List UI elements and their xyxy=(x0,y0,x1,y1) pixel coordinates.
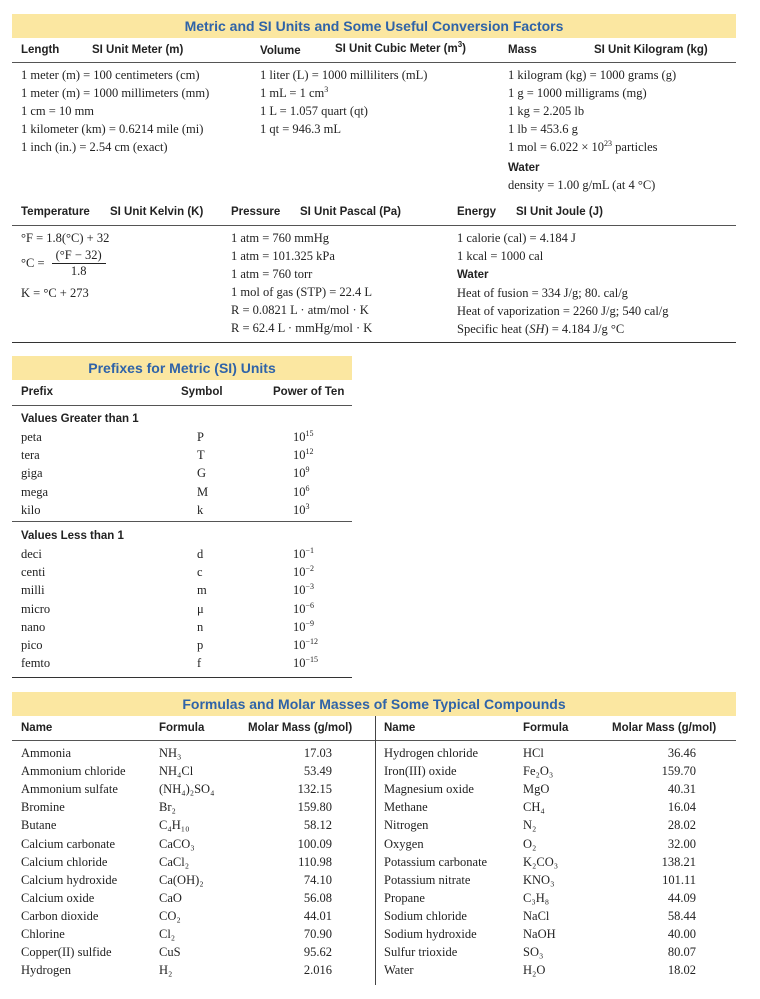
compound-molar-mass: 159.80 xyxy=(297,800,332,815)
energy-water-line-2: Heat of vaporization = 2260 J/g; 540 cal/g xyxy=(457,304,669,318)
compound-molar-mass: 16.04 xyxy=(667,800,696,815)
units-bottom-rule xyxy=(12,342,736,343)
compound-name: Copper(II) sulfide xyxy=(21,945,112,960)
pressure-line-4: 1 mol of gas (STP) = 22.4 L xyxy=(231,285,373,299)
prefix-name: micro xyxy=(21,601,51,616)
sh-italic: SH xyxy=(529,322,545,336)
prefix-name: mega xyxy=(21,484,49,499)
compound-formula: NH₄Cl xyxy=(159,764,194,779)
prefix-symbol: n xyxy=(197,619,204,634)
compound-molar-mass: 2.016 xyxy=(303,963,332,978)
compound-molar-mass: 56.08 xyxy=(303,890,332,905)
power-exponent: −9 xyxy=(305,618,315,628)
compound-molar-mass: 132.15 xyxy=(297,782,332,797)
power-exponent: −1 xyxy=(305,545,315,555)
sh-value: ) = 4.184 J/g °C xyxy=(544,322,625,336)
prefix-name: femto xyxy=(21,656,51,671)
prefix-name: kilo xyxy=(21,502,41,517)
prefix-symbol: M xyxy=(197,484,209,499)
celsius-fraction xyxy=(52,248,106,279)
power-exponent: 9 xyxy=(305,465,310,475)
compound-molar-mass: 95.62 xyxy=(303,945,332,960)
power-base: 10 xyxy=(293,430,306,444)
compound-formula: (NH₄)₂SO₄ xyxy=(159,782,215,797)
prefix-symbol: G xyxy=(197,466,207,481)
energy-si-unit: SI Unit Joule (J) xyxy=(516,206,603,218)
compound-formula: MgO xyxy=(523,782,550,797)
prefixes-greater-label: Values Greater than 1 xyxy=(21,413,139,425)
compounds-title: Formulas and Molar Masses of Some Typical Compounds xyxy=(182,696,566,712)
volume-si-close: ) xyxy=(462,43,466,55)
compound-molar-mass: 110.98 xyxy=(298,854,332,869)
compound-name: Bromine xyxy=(21,800,65,815)
compound-formula: H₂O xyxy=(523,963,546,978)
compound-molar-mass: 101.11 xyxy=(662,872,696,887)
compound-formula: CaCO₃ xyxy=(159,836,195,851)
left-name-header: Name xyxy=(21,722,53,734)
compound-formula: Br₂ xyxy=(159,800,176,815)
compounds-header-rule xyxy=(12,740,736,741)
celsius-numerator: (°F − 32) xyxy=(52,248,106,264)
prefix-name: peta xyxy=(21,430,42,444)
mass-si-unit: SI Unit Kilogram (kg) xyxy=(594,44,708,56)
compound-formula: K₂CO₃ xyxy=(523,854,559,869)
prefix-symbol: d xyxy=(197,547,204,561)
power-col-header: Power of Ten xyxy=(273,386,345,398)
prefix-name: nano xyxy=(21,619,46,634)
power-exponent: −2 xyxy=(305,564,315,574)
prefix-symbol: P xyxy=(197,430,204,444)
compound-name: Water xyxy=(384,963,414,978)
compounds-column-divider xyxy=(375,716,376,985)
compound-name: Magnesium oxide xyxy=(384,782,474,797)
compound-molar-mass: 18.02 xyxy=(667,963,696,978)
volume-line-4: 1 qt = 946.3 mL xyxy=(260,122,342,136)
length-si-unit: SI Unit Meter (m) xyxy=(92,44,184,56)
compound-name: Propane xyxy=(384,890,425,905)
power-base: 10 xyxy=(293,601,306,616)
compound-formula: HCl xyxy=(523,746,544,760)
prefix-power xyxy=(293,618,314,636)
prefix-power xyxy=(293,545,314,563)
compound-name: Chlorine xyxy=(21,927,65,941)
prefix-col-header: Prefix xyxy=(21,386,53,398)
energy-water-header: Water xyxy=(457,269,489,281)
compound-formula: O₂ xyxy=(523,836,537,851)
power-base: 10 xyxy=(293,547,306,561)
temperature-header: Temperature xyxy=(21,206,90,218)
compound-molar-mass: 80.07 xyxy=(667,945,696,960)
pressure-header: Pressure xyxy=(231,206,281,218)
compound-molar-mass: 17.03 xyxy=(303,746,332,760)
length-line-3: 1 cm = 10 mm xyxy=(21,104,95,118)
compound-formula: NH₃ xyxy=(159,746,182,760)
sh-text: Specific heat ( xyxy=(457,322,530,336)
length-line-4: 1 kilometer (km) = 0.6214 mile (mi) xyxy=(21,122,204,136)
power-exponent: 6 xyxy=(305,483,310,493)
compound-molar-mass: 28.02 xyxy=(667,818,696,833)
compound-molar-mass: 100.09 xyxy=(297,836,332,851)
compound-formula: Ca(OH)₂ xyxy=(159,872,204,887)
prefix-name: milli xyxy=(21,583,45,598)
compound-molar-mass: 74.10 xyxy=(303,872,332,887)
length-line-1: 1 meter (m) = 100 centimeters (cm) xyxy=(21,68,200,82)
volume-header: Volume xyxy=(260,45,301,57)
pressure-line-1: 1 atm = 760 mmHg xyxy=(231,231,330,245)
right-formula-header: Formula xyxy=(523,722,569,734)
power-base: 10 xyxy=(293,583,306,598)
compound-name: Ammonium sulfate xyxy=(21,782,118,797)
prefixes-title-banner xyxy=(12,356,352,380)
compound-molar-mass: 58.44 xyxy=(667,908,696,923)
compound-molar-mass: 44.09 xyxy=(667,890,696,905)
volume-si-exp: 3 xyxy=(457,40,463,50)
compound-name: Nitrogen xyxy=(384,818,429,833)
prefix-power xyxy=(293,428,314,446)
compound-formula: CaO xyxy=(159,890,182,905)
pressure-line-5: R = 0.0821 L · atm/mol · K xyxy=(231,303,369,317)
right-name-header: Name xyxy=(384,722,416,734)
prefixes-bottom-rule xyxy=(12,677,352,678)
prefix-power xyxy=(293,654,318,672)
compound-molar-mass: 53.49 xyxy=(303,764,332,779)
compound-formula: Fe₂O₃ xyxy=(523,764,554,779)
prefix-power xyxy=(293,483,310,501)
power-base: 10 xyxy=(293,565,306,580)
compound-formula: C₄H₁₀ xyxy=(159,818,190,833)
length-line-5: 1 inch (in.) = 2.54 cm (exact) xyxy=(21,140,168,154)
compound-molar-mass: 44.01 xyxy=(303,908,332,923)
prefix-name: tera xyxy=(21,448,40,463)
temperature-line-1: °F = 1.8(°C) + 32 xyxy=(21,231,110,245)
compound-formula: Cl₂ xyxy=(159,927,176,941)
energy-water-line-1: Heat of fusion = 334 J/g; 80. cal/g xyxy=(457,286,628,300)
power-exponent: 12 xyxy=(305,447,314,457)
compound-molar-mass: 70.90 xyxy=(303,927,332,941)
compound-formula: C₃H₈ xyxy=(523,890,550,905)
units-header-rule-2 xyxy=(12,225,736,226)
power-exponent: −12 xyxy=(305,636,319,646)
power-exponent: 15 xyxy=(305,428,314,438)
mol-particles: particles xyxy=(612,140,658,154)
volume-cm3-text: 1 mL = 1 cm xyxy=(260,86,325,100)
compound-name: Potassium nitrate xyxy=(384,872,471,887)
power-base: 10 xyxy=(293,484,306,499)
length-header: Length xyxy=(21,44,60,56)
compound-name: Butane xyxy=(21,818,57,833)
compound-molar-mass: 40.31 xyxy=(667,782,696,797)
compound-name: Sulfur trioxide xyxy=(384,945,458,960)
prefix-symbol: T xyxy=(197,448,205,463)
energy-header: Energy xyxy=(457,206,496,218)
prefix-name: centi xyxy=(21,565,46,580)
pressure-line-6: R = 62.4 L · mmHg/mol · K xyxy=(231,321,373,335)
volume-line-2 xyxy=(260,84,328,102)
celsius-denominator: 1.8 xyxy=(70,264,87,278)
compound-formula: NaOH xyxy=(523,927,556,941)
mol-exp: 23 xyxy=(604,138,613,148)
power-base: 10 xyxy=(293,448,306,463)
compound-name: Carbon dioxide xyxy=(21,908,99,923)
volume-si-text: SI Unit Cubic Meter (m xyxy=(335,43,458,55)
compound-formula: SO₃ xyxy=(523,945,544,960)
power-base: 10 xyxy=(293,502,306,517)
symbol-col-header: Symbol xyxy=(181,386,223,398)
prefixes-title: Prefixes for Metric (SI) Units xyxy=(88,360,276,376)
volume-si-unit xyxy=(335,40,466,55)
prefix-symbol: m xyxy=(197,583,207,598)
prefix-symbol: p xyxy=(197,638,204,652)
prefix-symbol: c xyxy=(197,565,203,580)
compound-name: Calcium hydroxide xyxy=(21,872,118,887)
units-title: Metric and SI Units and Some Useful Conversion Factors xyxy=(184,18,564,34)
volume-line-1: 1 liter (L) = 1000 milliliters (mL) xyxy=(260,68,428,82)
energy-line-1: 1 calorie (cal) = 4.184 J xyxy=(457,231,576,245)
compound-name: Sodium hydroxide xyxy=(384,927,477,941)
length-line-2: 1 meter (m) = 1000 millimeters (mm) xyxy=(21,86,210,100)
prefix-power xyxy=(293,636,318,654)
power-base: 10 xyxy=(293,466,306,481)
mol-text: 1 mol = 6.022 × 10 xyxy=(508,140,605,154)
compound-formula: NaCl xyxy=(523,908,550,923)
compound-name: Calcium chloride xyxy=(21,854,108,869)
prefix-symbol: f xyxy=(197,656,202,671)
compound-name: Methane xyxy=(384,800,428,815)
compound-molar-mass: 40.00 xyxy=(667,927,696,941)
compound-formula: N₂ xyxy=(523,818,537,833)
compound-name: Sodium chloride xyxy=(384,908,467,923)
compound-molar-mass: 32.00 xyxy=(667,836,696,851)
power-exponent: −3 xyxy=(305,582,315,592)
prefix-symbol: k xyxy=(197,502,204,517)
volume-cm3-exp: 3 xyxy=(324,84,329,94)
prefix-name: pico xyxy=(21,638,43,652)
prefix-power xyxy=(293,600,314,618)
compound-formula: CO₂ xyxy=(159,908,181,923)
compound-molar-mass: 138.21 xyxy=(661,854,696,869)
prefix-power xyxy=(293,501,310,519)
compound-name: Iron(III) oxide xyxy=(384,764,457,779)
compound-name: Potassium carbonate xyxy=(384,854,488,869)
right-mass-header: Molar Mass (g/mol) xyxy=(612,722,717,734)
power-base: 10 xyxy=(293,638,306,652)
compound-molar-mass: 36.46 xyxy=(667,746,696,760)
energy-specific-heat xyxy=(457,320,624,338)
prefix-power xyxy=(293,563,314,581)
compound-name: Hydrogen xyxy=(21,963,71,978)
compound-molar-mass: 58.12 xyxy=(303,818,332,833)
mass-line-1: 1 kilogram (kg) = 1000 grams (g) xyxy=(508,68,677,82)
prefix-power xyxy=(293,446,314,464)
prefix-power xyxy=(293,464,310,482)
compound-name: Ammonium chloride xyxy=(21,764,126,779)
compound-formula: H₂ xyxy=(159,963,173,978)
mass-water-density: density = 1.00 g/mL (at 4 °C) xyxy=(508,178,656,192)
power-base: 10 xyxy=(293,656,306,671)
prefixes-less-label: Values Less than 1 xyxy=(21,530,124,542)
mass-mol-line xyxy=(508,138,658,156)
mass-line-3: 1 kg = 2.205 lb xyxy=(508,104,585,118)
units-header-rule-1 xyxy=(12,62,736,63)
power-exponent: −15 xyxy=(305,655,319,665)
temperature-celsius-formula xyxy=(21,248,106,279)
celsius-label: °C = xyxy=(21,256,45,270)
compound-name: Calcium carbonate xyxy=(21,836,116,851)
power-base: 10 xyxy=(293,619,306,634)
mass-water-header: Water xyxy=(508,162,540,174)
prefix-symbol: μ xyxy=(197,601,204,616)
compound-name: Calcium oxide xyxy=(21,890,95,905)
prefix-name: deci xyxy=(21,547,42,561)
compound-formula: KNO₃ xyxy=(523,872,555,887)
pressure-line-2: 1 atm = 101.325 kPa xyxy=(231,249,335,263)
compound-formula: CH₄ xyxy=(523,800,545,815)
prefixes-header-rule xyxy=(12,405,352,406)
compound-name: Ammonia xyxy=(21,746,71,760)
left-mass-header: Molar Mass (g/mol) xyxy=(248,722,353,734)
compound-formula: CuS xyxy=(159,945,181,960)
power-exponent: 3 xyxy=(305,501,310,511)
compound-name: Hydrogen chloride xyxy=(384,746,479,760)
units-title-banner xyxy=(12,14,736,38)
left-formula-header: Formula xyxy=(159,722,205,734)
compound-molar-mass: 159.70 xyxy=(661,764,696,779)
compound-name: Oxygen xyxy=(384,836,424,851)
mass-line-2: 1 g = 1000 milligrams (mg) xyxy=(508,86,647,100)
mass-header: Mass xyxy=(508,44,537,56)
prefixes-divider xyxy=(12,521,352,522)
compounds-title-banner xyxy=(12,692,736,716)
power-exponent: −6 xyxy=(305,600,315,610)
volume-line-3: 1 L = 1.057 quart (qt) xyxy=(260,104,368,118)
prefix-name: giga xyxy=(21,466,43,481)
compound-formula: CaCl₂ xyxy=(159,854,190,869)
energy-line-2: 1 kcal = 1000 cal xyxy=(457,249,544,263)
prefix-power xyxy=(293,581,314,599)
temperature-si-unit: SI Unit Kelvin (K) xyxy=(110,206,204,218)
pressure-line-3: 1 atm = 760 torr xyxy=(231,267,313,281)
pressure-si-unit: SI Unit Pascal (Pa) xyxy=(300,206,401,218)
temperature-line-3: K = °C + 273 xyxy=(21,286,89,300)
mass-line-4: 1 lb = 453.6 g xyxy=(508,122,578,136)
